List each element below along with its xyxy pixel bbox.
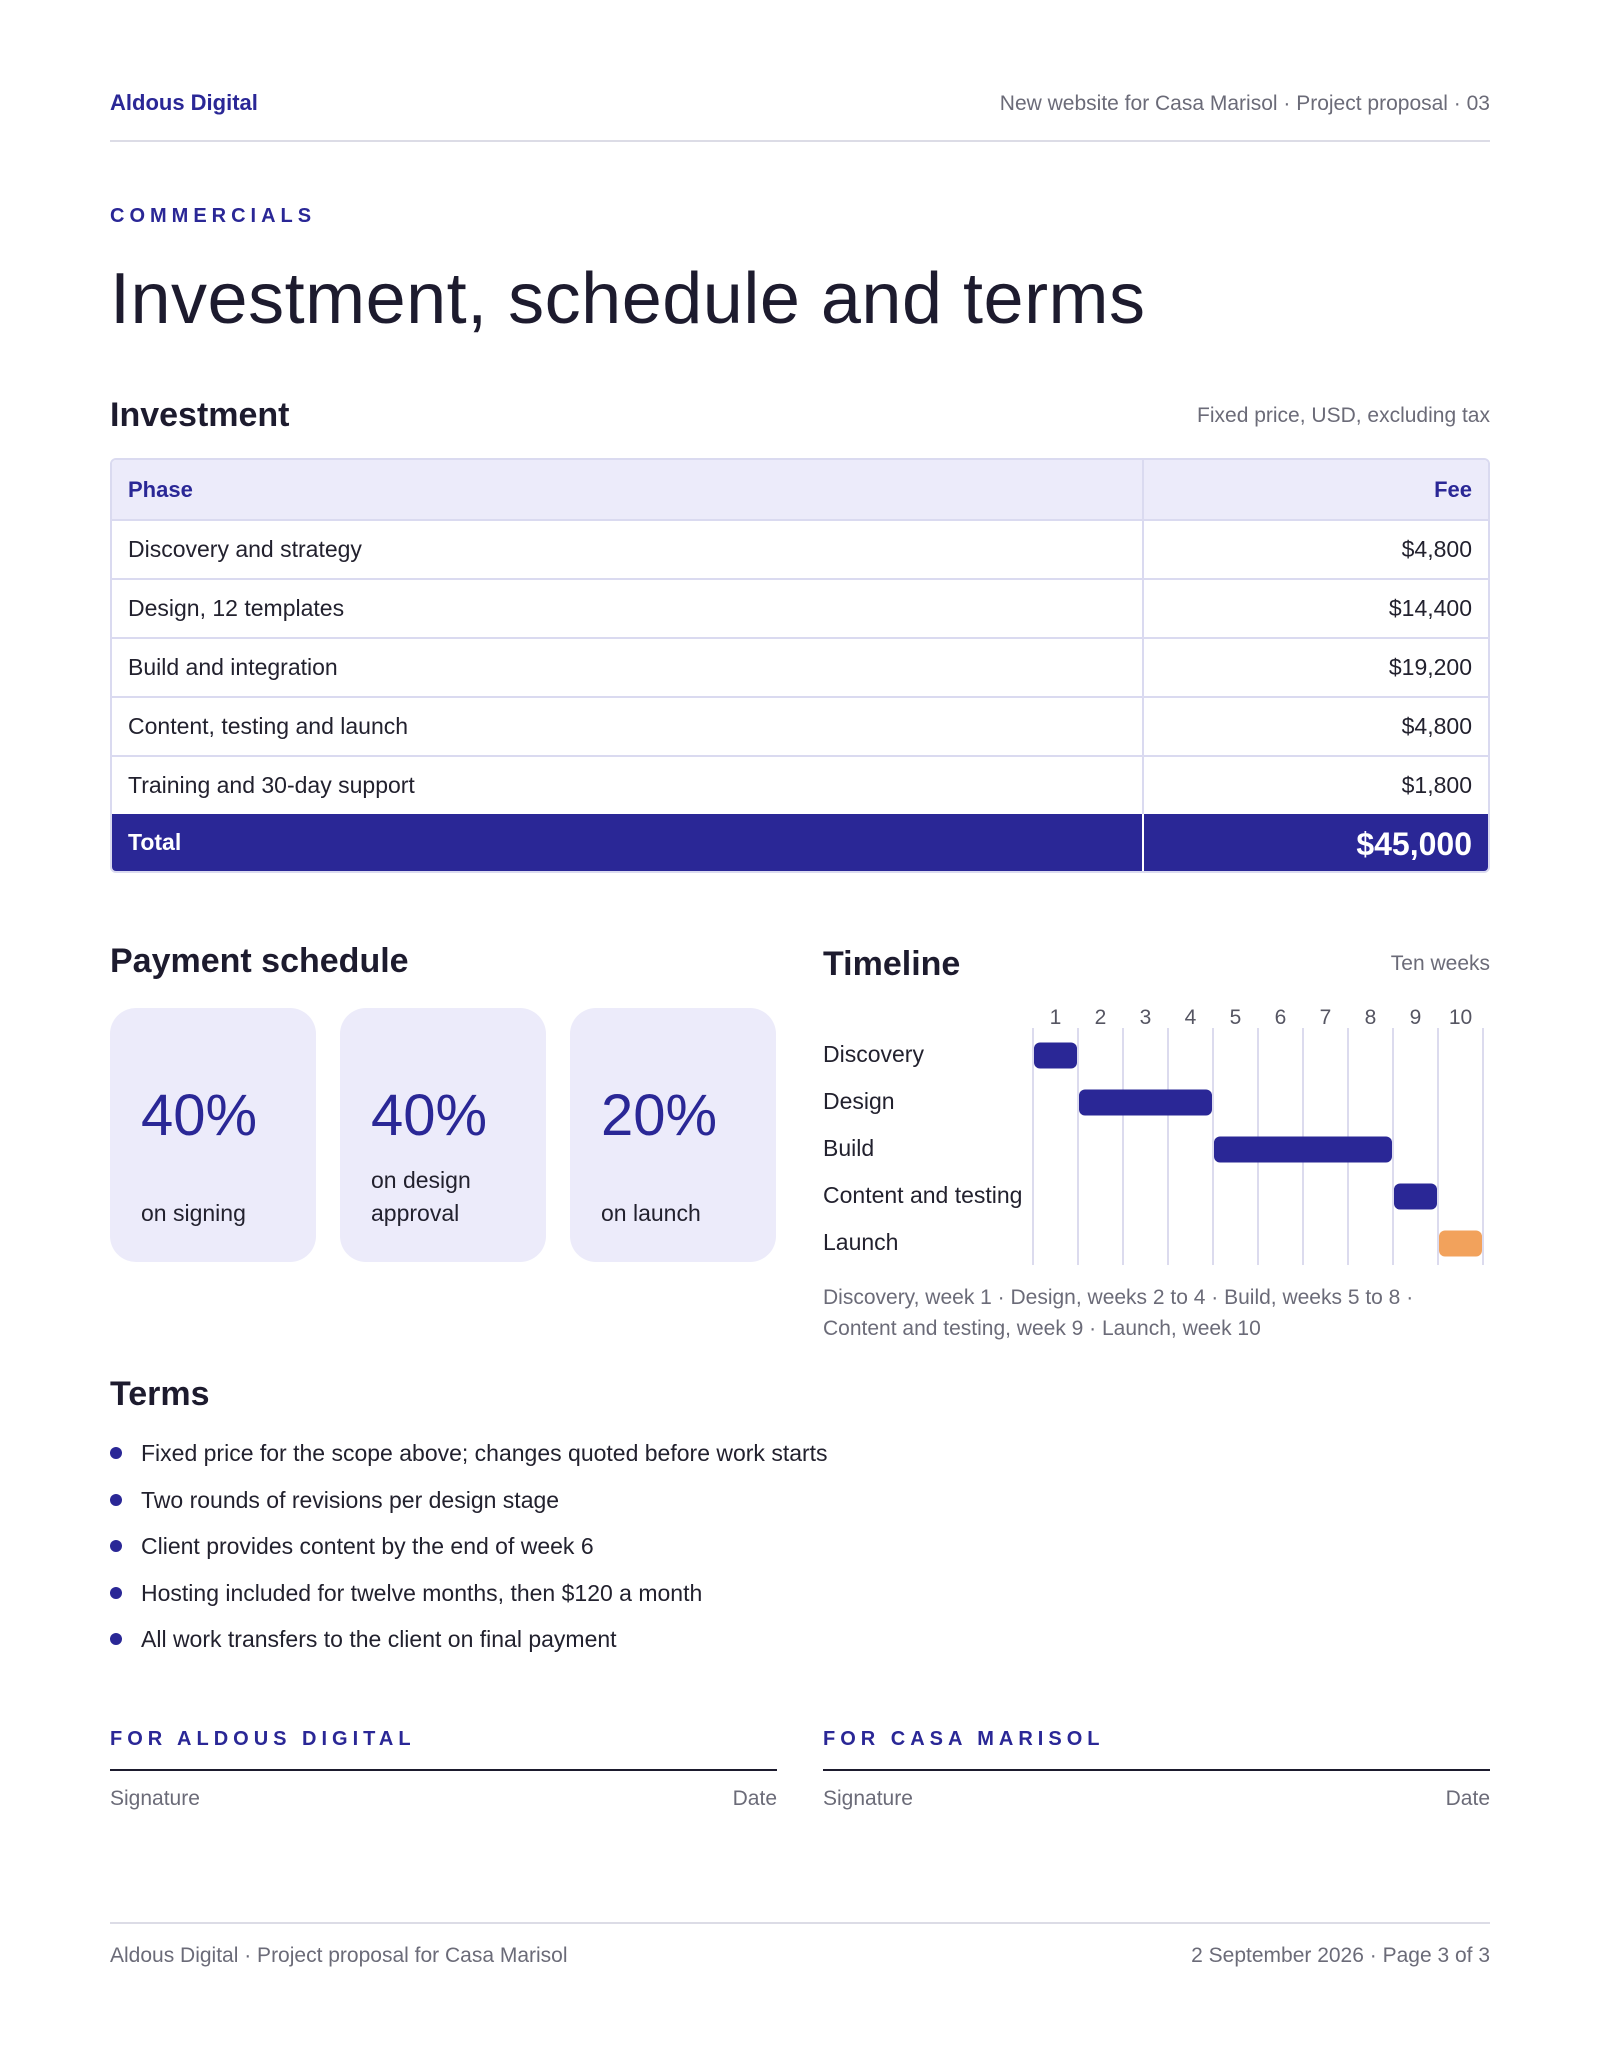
gantt-bar (1394, 1184, 1437, 1210)
term-text: Client provides content by the end of week 6 (141, 1533, 594, 1559)
gantt-row-label: Content and testing (823, 1181, 1023, 1208)
signature-line[interactable] (110, 1769, 777, 1771)
payment-percentage: 40% (141, 1083, 258, 1148)
week-label: 4 (1184, 1006, 1197, 1029)
investment-note: Fixed price, USD, excluding tax (1197, 404, 1490, 427)
timeline-title: Timeline (823, 945, 961, 983)
term-text: Fixed price for the scope above; changes quoted before work starts (141, 1440, 828, 1466)
week-label: 6 (1274, 1006, 1287, 1029)
signature-block-casa-marisol (823, 1728, 1490, 1811)
payment-card (110, 1008, 316, 1262)
footer-right-text: 2 September 2026 · Page 3 of 3 (1191, 1944, 1490, 1967)
gantt-row-label: Launch (823, 1228, 899, 1255)
page-header (110, 90, 1490, 142)
column-header-fee: Fee (1434, 476, 1472, 502)
bullet-icon (110, 1633, 122, 1645)
signature-heading: FOR CASA MARISOL (823, 1728, 1105, 1750)
total-label: Total (112, 814, 1144, 871)
fee-cell: $1,800 (1401, 772, 1472, 798)
timeline-note: Ten weeks (1390, 952, 1490, 975)
list-item (110, 1576, 828, 1623)
brand-name: Aldous Digital (110, 90, 258, 115)
terms-title: Terms (110, 1375, 210, 1413)
list-item (110, 1483, 828, 1530)
week-label: 5 (1229, 1006, 1242, 1029)
week-label: 8 (1364, 1006, 1377, 1029)
table-row (112, 755, 1488, 814)
bullet-icon (110, 1540, 122, 1552)
gantt-bar (1439, 1231, 1482, 1257)
table-row (112, 637, 1488, 696)
term-text: All work transfers to the client on final payment (141, 1626, 617, 1652)
fee-cell: $19,200 (1388, 654, 1472, 680)
page-footer (110, 1922, 1490, 1967)
date-label: Date (1445, 1787, 1490, 1810)
payment-milestone: on signing (141, 1200, 246, 1226)
bullet-icon (110, 1447, 122, 1459)
table-row (112, 519, 1488, 578)
week-label: 10 (1448, 1006, 1473, 1029)
gantt-row-label: Discovery (823, 1040, 924, 1067)
timeline-caption-line: Content and testing, week 9 · Launch, week 10 (823, 1317, 1261, 1340)
terms-list (110, 1436, 828, 1669)
payment-percentage: 20% (601, 1083, 718, 1148)
term-text: Two rounds of revisions per design stage (141, 1486, 560, 1513)
table-header-row (112, 460, 1488, 519)
fee-cell: $14,400 (1388, 595, 1472, 621)
week-label: 3 (1139, 1006, 1152, 1029)
signature-block-aldous (110, 1728, 777, 1811)
proposal-page (110, 0, 1490, 2071)
gantt-bar (1214, 1137, 1392, 1163)
gantt-bar (1079, 1090, 1212, 1116)
page-title: Investment, schedule and terms (110, 259, 1146, 339)
payment-cards (110, 1008, 776, 1262)
week-label: 7 (1319, 1006, 1332, 1029)
payment-card (340, 1008, 546, 1262)
payment-schedule-title: Payment schedule (110, 942, 409, 980)
column-header-phase: Phase (112, 460, 1144, 519)
phase-cell: Build and integration (112, 639, 1144, 696)
signature-label: Signature (823, 1787, 913, 1810)
phase-cell: Training and 30-day support (112, 757, 1144, 814)
investment-table (110, 458, 1490, 873)
signature-label: Signature (110, 1787, 200, 1810)
investment-title: Investment (110, 396, 290, 434)
date-label: Date (732, 1787, 777, 1810)
signature-heading: FOR ALDOUS DIGITAL (110, 1728, 416, 1750)
list-item (110, 1529, 828, 1576)
week-label: 2 (1094, 1006, 1107, 1029)
bullet-icon (110, 1494, 122, 1506)
term-text: Hosting included for twelve months, then $120 a month (141, 1579, 703, 1606)
week-label: 9 (1409, 1006, 1422, 1029)
list-item (110, 1436, 828, 1483)
payment-card (570, 1008, 776, 1262)
timeline-caption-line: Discovery, week 1 · Design, weeks 2 to 4 · Build, weeks 5 to 8 · (823, 1286, 1414, 1309)
payment-milestone: on design approval (371, 1167, 471, 1226)
document-meta: New website for Casa Marisol · Project proposal · 03 (999, 92, 1490, 115)
section-eyebrow: COMMERCIALS (110, 205, 317, 227)
fee-cell: $4,800 (1401, 713, 1472, 739)
phase-cell: Discovery and strategy (112, 521, 1144, 578)
timeline-gantt (823, 1002, 1490, 1272)
timeline-caption (823, 1282, 1463, 1344)
total-value: $45,000 (1356, 826, 1472, 862)
phase-cell: Design, 12 templates (112, 580, 1144, 637)
week-label: 1 (1049, 1006, 1062, 1029)
gantt-row-label: Build (823, 1134, 875, 1161)
footer-left-text: Aldous Digital · Project proposal for Casa Marisol (110, 1944, 568, 1967)
phase-cell: Content, testing and launch (112, 698, 1144, 755)
fee-cell: $4,800 (1401, 536, 1472, 562)
table-row (112, 696, 1488, 755)
bullet-icon (110, 1587, 122, 1599)
gantt-row-label: Design (823, 1087, 895, 1114)
signature-labels (110, 1787, 777, 1811)
gantt-bar (1034, 1043, 1077, 1069)
list-item (110, 1622, 828, 1669)
payment-percentage: 40% (371, 1083, 488, 1148)
table-row (112, 578, 1488, 637)
signature-line[interactable] (823, 1769, 1490, 1771)
payment-milestone: on launch (601, 1200, 701, 1226)
signature-labels (823, 1787, 1490, 1811)
table-total-row (112, 814, 1488, 871)
